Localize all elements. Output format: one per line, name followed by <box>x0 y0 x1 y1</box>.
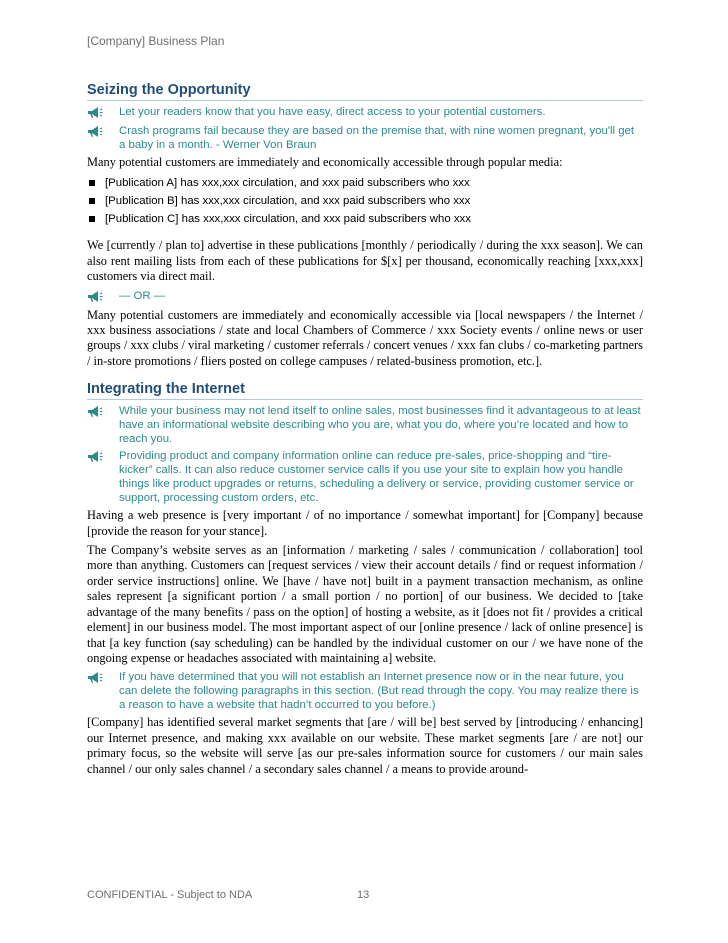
body-paragraph: The Company’s website serves as an [information / marketing / sales / communication / collaboration] tool more than anything. Customers can [request services / view their account details / find or request information / order service instructions] online. We [have / have not] built in a payment transaction mechanism, as online sales represent [a significant portion / a small portion / no portion] of our business. We decided to [take advantage of the many benefits / pass on the option] of hosting a website, as it [does not fit / provides a critical element] in our business model. The most important aspect of our [online presence / lack of online presence] is that [a key function (say scheduling) can be handled by the individual customer on our / we have none of the ongoing expense or headaches associated with maintaining a] website. <box>87 543 643 665</box>
body-paragraph: [Company] has identified several market segments that [are / will be] best served by [introducing / enhancing] our Internet presence, and making xxx available on our website. These market segments [are / are not] our primary focus, so the website will serve [as our pre-sales information source for customers / our main sales channel / our only sales channel / a secondary sales channel / a means to provide around- <box>87 715 643 776</box>
megaphone-icon <box>87 404 119 420</box>
square-bullet-icon <box>87 210 105 228</box>
tip-text: Crash programs fail because they are based on the premise that, with nine women pregnant, you'll get a baby in a month. - Werner Von Braun <box>119 125 635 151</box>
list-item <box>87 210 643 228</box>
page-header: [Company] Business Plan <box>87 34 225 48</box>
footer-confidential: CONFIDENTIAL - Subject to NDA <box>87 889 253 901</box>
tip-text: If you have determined that you will not establish an Internet presence now or in the near future, you can delete the following paragraphs in this section. (But read through the copy. You may realize there is a reason to have a website that hadn’t occurred to you before.) <box>119 671 639 712</box>
tip-text: Let your readers know that you have easy, direct access to your potential customers. <box>119 106 546 118</box>
tip-text: While your business may not lend itself to online sales, most businesses find it advantageous to at least have an informational website describing who you are, what you do, where you’re located and how to reach you. <box>119 405 641 446</box>
section-heading-opportunity: Seizing the Opportunity <box>87 82 643 101</box>
tip-paragraph <box>87 124 643 152</box>
square-bullet-icon <box>87 192 105 210</box>
page-number: 13 <box>357 889 370 901</box>
list-item <box>87 174 643 192</box>
megaphone-icon <box>87 124 119 140</box>
tip-paragraph <box>87 289 643 305</box>
square-bullet-icon <box>87 174 105 192</box>
bullet-list <box>87 174 643 228</box>
megaphone-icon <box>87 105 119 121</box>
tip-text: Providing product and company information online can reduce pre-sales, price-shopping and “tire-kicker” calls. It can also reduce customer service calls if you use your site to explain how you handle things like product upgrades or returns, scheduling a delivery or service, providing customer service or support, processing custom orders, etc. <box>119 450 634 505</box>
body-paragraph: Having a web presence is [very important / of no importance / somewhat important] for [Company] because [provide the reason for your stance]. <box>87 508 643 538</box>
body-paragraph: Many potential customers are immediately and economically accessible via [local newspapers / the Internet / xxx business associations / state and local Chambers of Commerce / xxx Society events / online news or user groups / xxx clubs / viral marketing / customer referrals / concert venues / xxx fan clubs / co-marketing partners / in-store promotions / fliers posted on college campuses / related-business promotion, etc.]. <box>87 307 643 368</box>
megaphone-icon <box>87 449 119 465</box>
list-item <box>87 192 643 210</box>
or-separator: — OR — <box>119 289 166 302</box>
body-paragraph: Many potential customers are immediately and economically accessible through popular media: <box>87 155 563 169</box>
body-paragraph: We [currently / plan to] advertise in these publications [monthly / periodically / during the xxx season]. We can also rent mailing lists from each of these publications for $[x] per thousand, economically reaching [xxx,xxx] customers via direct mail. <box>87 238 643 284</box>
megaphone-icon <box>87 670 119 686</box>
tip-paragraph <box>87 105 643 121</box>
list-item-text: [Publication B] has xxx,xxx circulation, and xxx paid subscribers who xxx <box>105 195 471 208</box>
list-item-text: [Publication A] has xxx,xxx circulation, and xxx paid subscribers who xxx <box>105 177 470 190</box>
tip-paragraph <box>87 449 643 505</box>
list-item-text: [Publication C] has xxx,xxx circulation, and xxx paid subscribers who xxx <box>105 213 471 226</box>
section-heading-internet: Integrating the Internet <box>87 381 643 400</box>
megaphone-icon <box>87 289 119 305</box>
tip-paragraph <box>87 670 643 712</box>
tip-paragraph <box>87 404 643 446</box>
page-content <box>87 82 643 781</box>
